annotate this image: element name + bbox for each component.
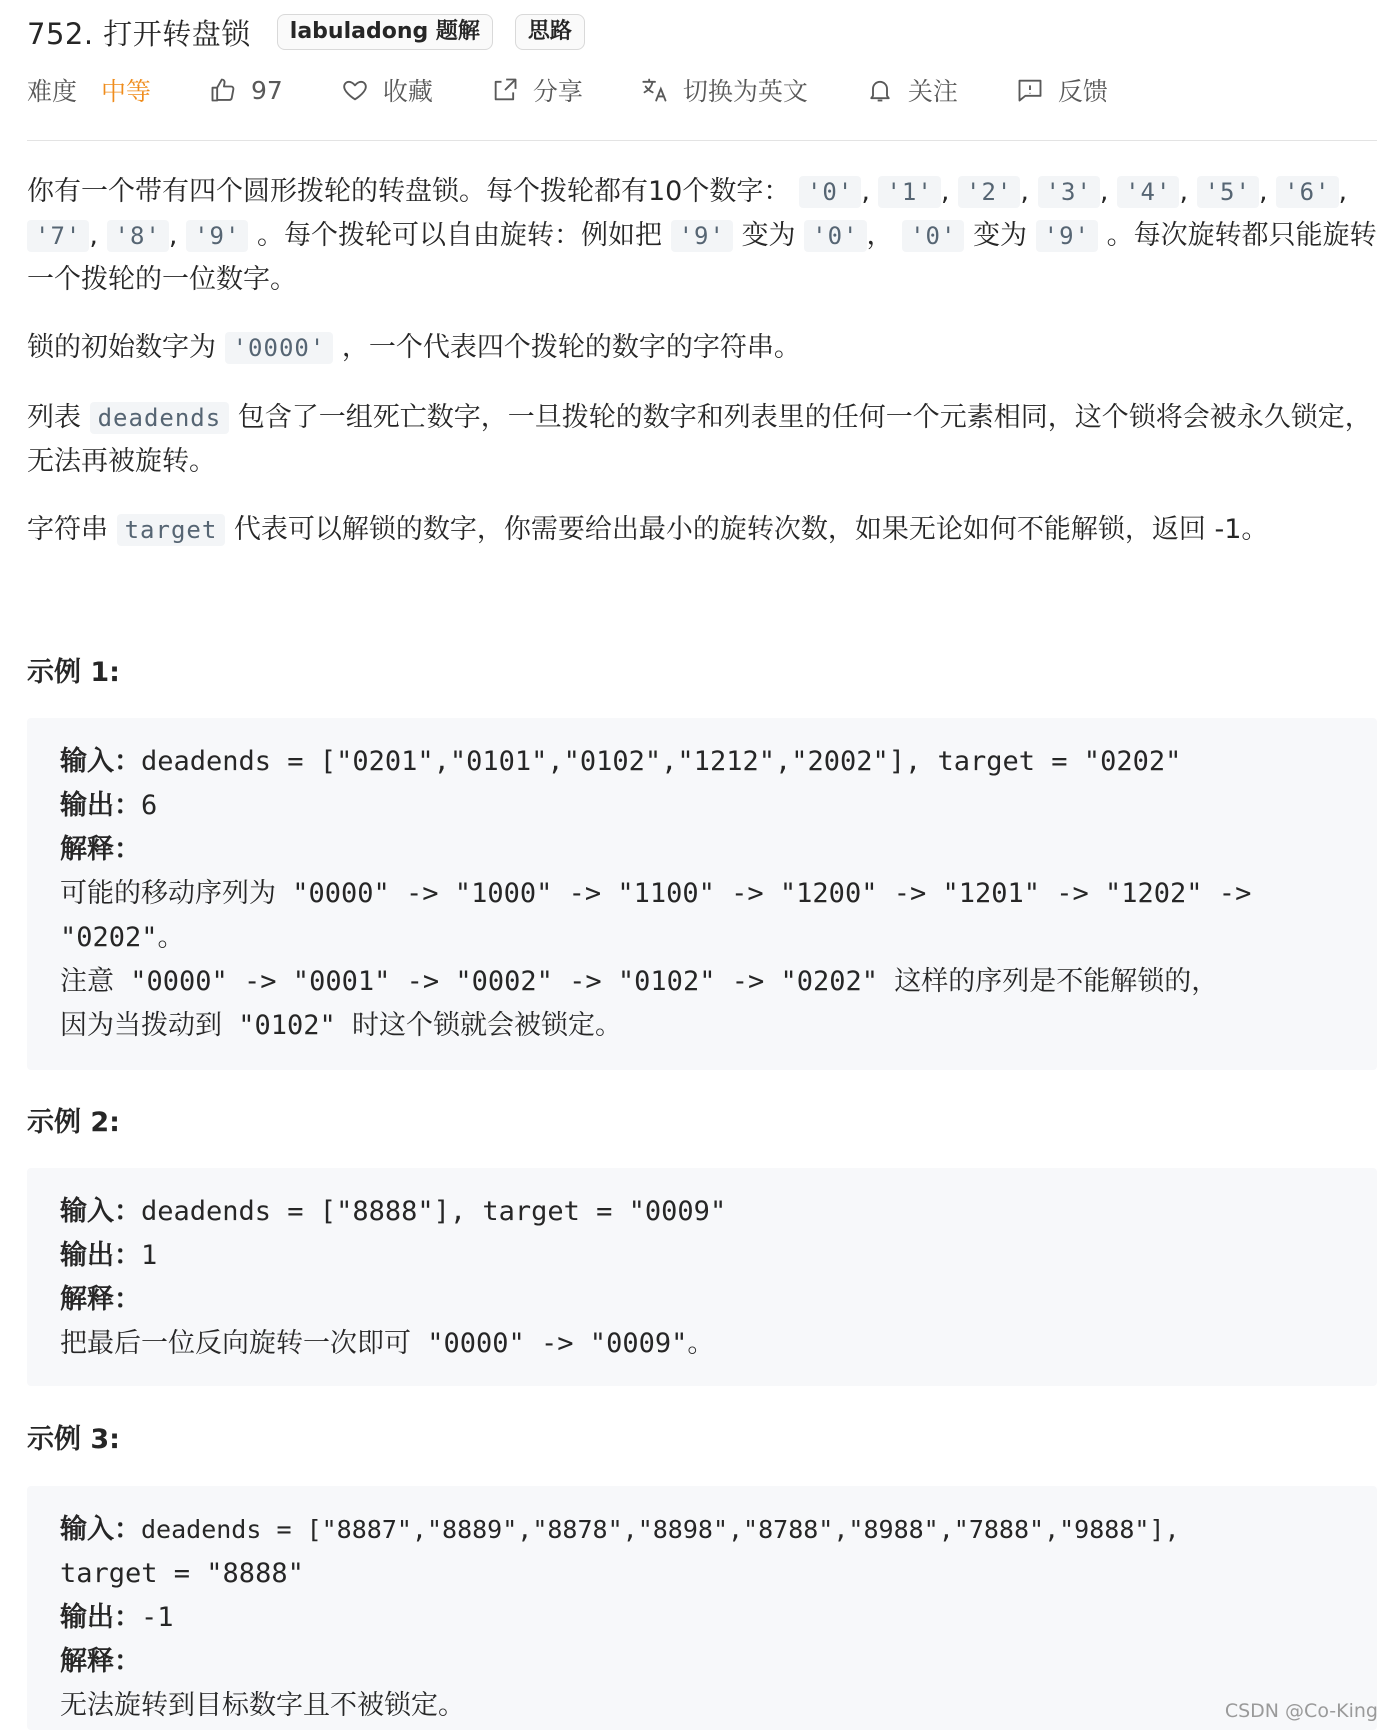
p1-text1: 你有一个带有四个圆形拨轮的转盘锁。每个拨轮都有10个数字：	[27, 176, 791, 207]
translate-button[interactable]	[641, 72, 808, 108]
like-count: 97	[251, 75, 283, 105]
p4-code: target	[117, 514, 226, 546]
difficulty	[27, 72, 151, 108]
heart-icon	[341, 76, 369, 104]
title-row	[27, 12, 607, 52]
example-3-input: 输入：deadends = ["8887","8889","8878","8898","8788","8988","7888","9888"],	[60, 1514, 1180, 1545]
favorite-label: 收藏	[382, 77, 433, 106]
feedback-icon	[1016, 76, 1044, 104]
digit-2: '2'	[958, 176, 1020, 208]
example-2-explain-line-1: 把最后一位反向旋转一次即可 "0000" -> "0009"。	[60, 1328, 715, 1359]
p1-comma: ，	[866, 220, 894, 251]
example-3-title: 示例 3:	[27, 1424, 120, 1455]
p1-code-d: '9'	[1036, 220, 1098, 252]
example-1-explain-line-1: 可能的移动序列为 "0000" -> "1000" -> "1100" -> "1200" -> "1201" -> "1202" ->	[60, 878, 1252, 909]
example-2-title: 示例 2:	[27, 1107, 120, 1138]
p3-text1: 列表	[27, 402, 81, 433]
share-button[interactable]	[491, 72, 583, 108]
p4-text1: 字符串	[27, 514, 108, 545]
translate-label: 切换为英文	[682, 77, 808, 106]
example-3-box	[27, 1486, 1377, 1730]
problem-title: 752. 打开转盘锁	[27, 16, 251, 51]
example-1-explain-label: 解释：	[60, 834, 141, 865]
p3-text2: 包含了一组死亡数字，一旦拨轮的数字和列表里的任何一个元素相同，这个锁将会被永久锁定，无法再被旋转。	[27, 402, 1372, 477]
example-3-input-cont: target = "8888"	[60, 1558, 304, 1589]
p3-code: deadends	[90, 402, 230, 434]
feedback-label: 反馈	[1057, 77, 1108, 106]
example-2-box	[27, 1168, 1377, 1386]
watermark: CSDN @Co-King	[1224, 1700, 1378, 1722]
header-divider	[27, 140, 1377, 141]
description-paragraph-4	[27, 508, 1377, 552]
bell-icon	[866, 76, 894, 104]
example-1-explain-line-2: "0202"。	[60, 922, 185, 953]
digit-8: '8'	[107, 220, 169, 252]
digit-9: '9'	[186, 220, 248, 252]
example-1-box	[27, 718, 1377, 1070]
example-2-output: 输出：1	[60, 1240, 158, 1271]
tag-labuladong-solution[interactable]: labuladong 题解	[277, 14, 493, 50]
p1-text5: 。每次旋转都只能旋转一个拨轮的一位数字。	[27, 220, 1377, 295]
difficulty-label: 难度	[27, 77, 78, 106]
example-2-input: 输入：deadends = ["8888"], target = "0009"	[60, 1196, 727, 1227]
example-1-explain-line-3: 注意 "0000" -> "0001" -> "0002" -> "0102" -> "0202" 这样的序列是不能解锁的，	[60, 966, 1219, 997]
feedback-button[interactable]	[1016, 72, 1108, 108]
digit-5: '5'	[1197, 176, 1259, 208]
example-3-output: 输出：-1	[60, 1602, 174, 1633]
favorite-button[interactable]	[341, 72, 433, 108]
digit-4: '4'	[1117, 176, 1179, 208]
digit-3: '3'	[1038, 176, 1100, 208]
translate-icon	[641, 76, 669, 104]
p1-text3: 变为	[741, 220, 796, 251]
p1-text2: 。每个拨轮可以自由旋转：例如把	[257, 220, 663, 251]
like-button[interactable]	[209, 76, 283, 105]
digit-7: '7'	[27, 220, 89, 252]
digit-1: '1'	[878, 176, 940, 208]
example-2-explain-label: 解释：	[60, 1284, 141, 1315]
tag-idea[interactable]: 思路	[515, 14, 585, 50]
p1-code-a: '9'	[671, 220, 733, 252]
description-paragraph-3	[27, 396, 1377, 484]
p2-text2: ，一个代表四个拨轮的数字的字符串。	[341, 332, 801, 363]
example-1-explain-line-4: 因为当拨动到 "0102" 时这个锁就会被锁定。	[60, 1010, 623, 1041]
meta-toolbar	[27, 70, 1166, 110]
difficulty-value: 中等	[101, 77, 152, 106]
example-1-input: 输入：deadends = ["0201","0101","0102","1212","2002"], target = "0202"	[60, 746, 1182, 777]
follow-button[interactable]	[866, 72, 958, 108]
p2-code: '0000'	[225, 332, 334, 364]
p1-code-c: '0'	[902, 220, 964, 252]
p1-text4: 变为	[973, 220, 1028, 251]
p1-code-b: '0'	[804, 220, 866, 252]
share-icon	[491, 76, 519, 104]
description-paragraph-1: 你有一个带有四个圆形拨轮的转盘锁。每个拨轮都有10个数字： '0' , '1' , '2' , '3' , '4' , '5' , '6' , '7' , '8' , '9' 。每个拨轮可以自由旋转：例如把 '9' 变为 '0' ， '0' 变为 '9' 。每次旋转都只能旋转一个拨轮的一位数字。	[27, 176, 1377, 295]
digit-0: '0'	[799, 176, 861, 208]
p2-text1: 锁的初始数字为	[27, 332, 216, 363]
share-label: 分享	[532, 77, 583, 106]
digit-6: '6'	[1276, 176, 1338, 208]
p4-text2: 代表可以解锁的数字，你需要给出最小的旋转次数，如果无论如何不能解锁，返回 -1。	[233, 514, 1269, 545]
example-1-output: 输出：6	[60, 790, 158, 821]
example-3-explain-line-1: 无法旋转到目标数字且不被锁定。	[60, 1690, 465, 1721]
example-3-explain-label: 解释：	[60, 1646, 141, 1677]
example-1-title: 示例 1:	[27, 657, 120, 688]
thumbs-up-icon	[209, 76, 237, 104]
description-paragraph-2	[27, 326, 1377, 370]
follow-label: 关注	[907, 77, 958, 106]
